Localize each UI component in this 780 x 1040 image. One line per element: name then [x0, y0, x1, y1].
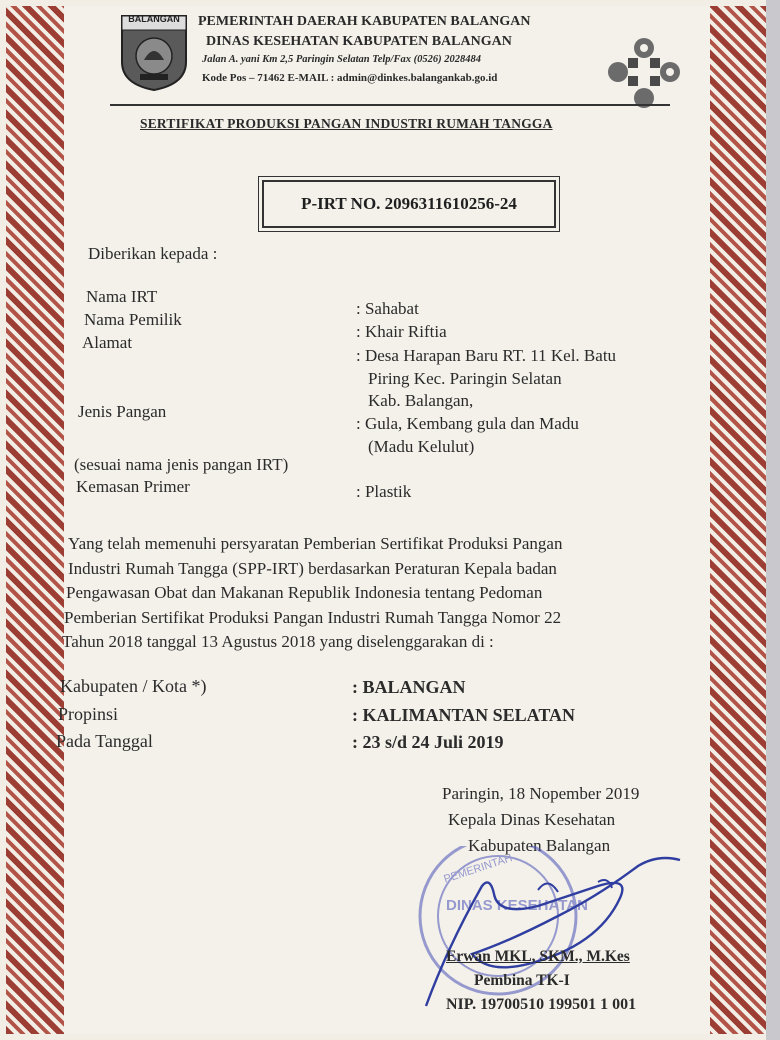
- date-label: Pada Tanggal: [56, 731, 153, 751]
- regency-label: Kabupaten / Kota *): [60, 676, 207, 696]
- stamp-text-main: DINAS KESEHATAN: [446, 897, 588, 914]
- health-ministry-logo-icon: [604, 36, 684, 114]
- paragraph-line: Pemberian Sertifikat Produksi Pangan Industri Rumah Tangga Nomor 22: [64, 607, 562, 627]
- background-edge: [766, 0, 780, 1040]
- province-value: : KALIMANTAN SELATAN: [352, 705, 576, 725]
- regency-value: : BALANGAN: [352, 677, 466, 697]
- signer-name: Erwan MKL, SKM., M.Kes: [446, 948, 630, 965]
- statement-paragraph: [64, 532, 724, 655]
- header-address: Jalan A. yani Km 2,5 Paringin Selatan Telp/Fax (0526) 2028484: [202, 54, 481, 65]
- nama-irt-value: : Sahabat: [356, 299, 419, 318]
- packaging-label: Kemasan Primer: [76, 477, 190, 496]
- signer-position-1: Kepala Dinas Kesehatan: [448, 810, 616, 829]
- header-contact: Kode Pos – 71462 E-MAIL : admin@dinkes.balangankab.go.id: [202, 72, 498, 84]
- paragraph-line: Tahun 2018 tanggal 13 Agustus 2018 yang diselenggarakan di :: [62, 632, 494, 651]
- food-type-label: Jenis Pangan: [78, 402, 167, 421]
- signer-nip: NIP. 19700510 199501 1 001: [446, 996, 637, 1013]
- logo-label: BALANGAN: [128, 14, 180, 24]
- pirt-number: P-IRT NO. 2096311610256-24: [301, 194, 517, 213]
- paragraph-line: Pengawasan Obat dan Makanan Republik Indonesia tentang Pedoman: [66, 583, 543, 602]
- owner-label: Nama Pemilik: [84, 310, 182, 329]
- certificate-title: SERTIFIKAT PRODUKSI PANGAN INDUSTRI RUMAH TANGGA: [140, 116, 553, 131]
- address-value-line-2: Piring Kec. Paringin Selatan: [368, 369, 562, 388]
- date-value: : 23 s/d 24 Juli 2019: [352, 732, 504, 752]
- given-to-label: Diberikan kepada :: [88, 244, 218, 263]
- food-type-note: (sesuai nama jenis pangan IRT): [74, 455, 289, 474]
- packaging-value: : Plastik: [356, 482, 412, 501]
- address-value-line-3: Kab. Balangan,: [368, 391, 474, 410]
- signer-rank: Pembina TK-I: [474, 972, 570, 989]
- signer-position-2: Kabupaten Balangan: [468, 836, 611, 855]
- official-stamp-and-signature: [398, 846, 688, 1016]
- nama-irt-label: Nama IRT: [86, 287, 158, 306]
- address-value-line-1: : Desa Harapan Baru RT. 11 Kel. Batu: [356, 346, 617, 365]
- paragraph-line: Industri Rumah Tangga (SPP-IRT) berdasarkan Peraturan Kepala badan: [68, 558, 557, 578]
- header-government: PEMERINTAH DAERAH KABUPATEN BALANGAN: [198, 14, 531, 29]
- province-label: Propinsi: [58, 704, 119, 724]
- header-divider: [110, 104, 670, 106]
- header-agency: DINAS KESEHATAN KABUPATEN BALANGAN: [206, 34, 512, 49]
- place-date: Paringin, 18 Nopember 2019: [442, 784, 640, 803]
- food-type-value-line-1: : Gula, Kembang gula dan Madu: [356, 414, 579, 433]
- owner-value: : Khair Riftia: [356, 322, 447, 341]
- address-label: Alamat: [82, 333, 133, 352]
- food-type-value-line-2: (Madu Kelulut): [368, 437, 475, 456]
- stamp-text-arc: PEMERINTAH: [442, 852, 514, 886]
- pirt-number-box: [262, 180, 556, 228]
- paragraph-line: Yang telah memenuhi persyaratan Pemberian Sertifikat Produksi Pangan: [68, 534, 563, 553]
